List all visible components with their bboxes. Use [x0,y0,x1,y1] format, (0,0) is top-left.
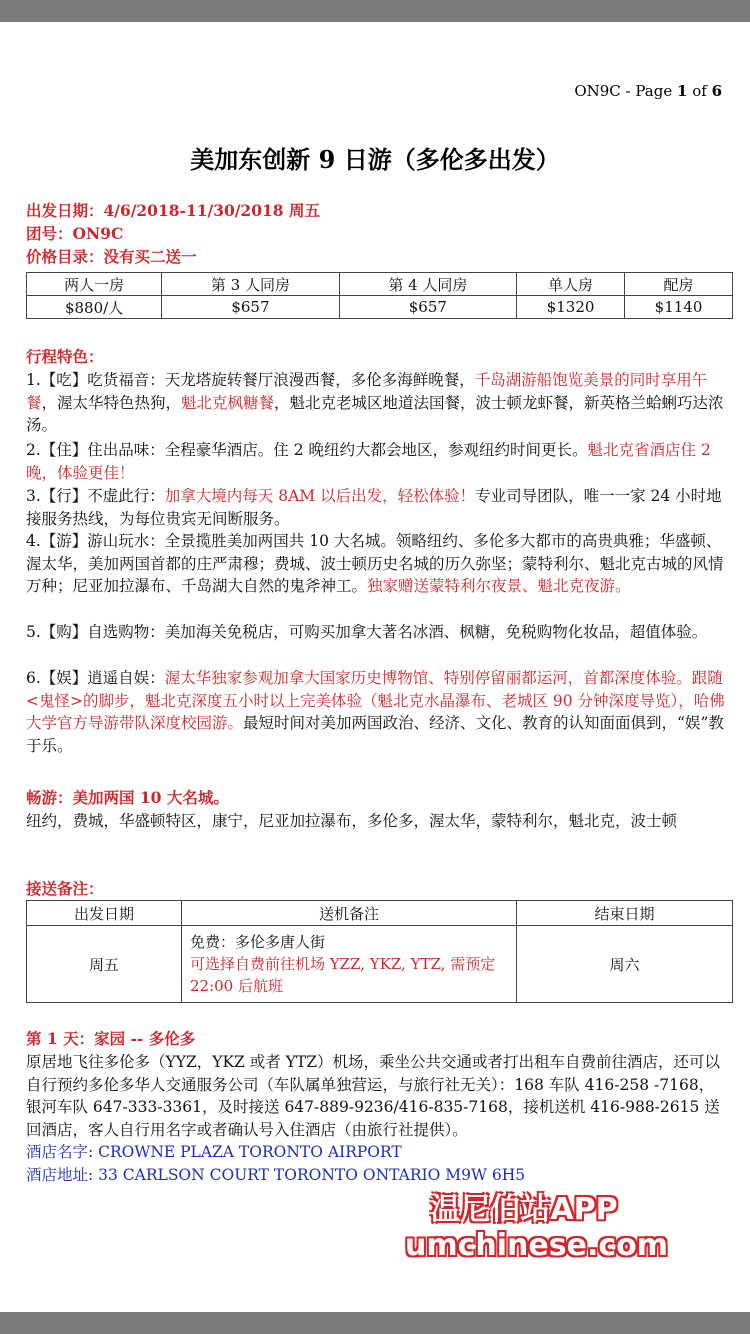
transfer-note-cell [182,926,517,1003]
price-table [26,272,733,319]
day1-description: 原居地飞往多伦多（YYZ，YKZ 或者 YTZ）机场，乘坐公共交通或者打出租车自费前往酒店，还可以自行预约多伦多华人交通服务公司（车队属单独营运，与旅行社无关）：168 车队 416-258 -7168，银河车队 647-333-3361，及时接送 647-889-9236/416-835-7168，接机送机 416-988-2615 送回酒店，客人自行用名字或者确认号入住酒店（由旅行社提供）。 [26,1053,721,1139]
feature-item-eat: 1.【吃】吃货福音：天龙塔旋转餐厅浪漫西餐，多伦多海鲜晚餐，千岛湖游船饱览美景的同时享用午餐，渥太华特色热狗，魁北克枫糖餐，魁北克老城区地道法国餐，波士顿龙虾餐，新英格兰蛤蜊巧达浓汤。 [26,371,724,434]
transfer-heading: 接送备注： [26,879,104,898]
day1-heading: 第 1 天：家园 -- 多伦多 [26,1029,196,1048]
feature-item-travel: 3.【行】不虚此行：加拿大境内每天 8AM 以后出发，轻松体验！专业司导团队，唯一一家 24 小时地接服务热线，为每位贵宾无间断服务。 [26,487,722,528]
watermark-logo: 温尼伯站APP umchinese.com [405,1192,668,1263]
table-cell: 周六 [517,926,733,1003]
cities-heading: 畅游：美加两国 10 大名城。 [26,788,229,807]
feature-item-shop: 5.【购】自选购物：美加海关免税店，可购买加拿大著名冰酒、枫糖，免税购物化妆品，超值体验。 [26,623,708,641]
top-bar [0,0,750,22]
feature-item-entertain: 6.【娱】逍遥自娱：渥太华独家参观加拿大国家历史博物馆、特别停留丽都运河，首都深度体验。跟随<鬼怪>的脚步，魁北克深度五小时以上完美体验（魁北克水晶瀑布、老城区 90 分钟深度导览），哈佛大学官方导游带队深度校园游。最短时间对美加两国政治、经济、文化、教育的认知面面俱到，“娱”教于乐。 [26,669,725,755]
price-title: 价格目录：没有买二送一 [26,247,197,266]
feature-item-stay: 2.【住】住出品味：全程豪华酒店。住 2 晚纽约大都会地区，参观纽约时间更长。魁北克省酒店住 2 晚，体验更佳！ [26,441,711,482]
table-row [27,296,733,319]
transfer-note-free: 免费：多伦多唐人街 [190,933,326,951]
feature-item-tour: 4.【游】游山玩水：全景揽胜美加两国共 10 大名城。领略纽约、多伦多大都市的高贵典雅；华盛顿、渥太华，美加两国首都的庄严肃穆；费城、波士顿历史名城的历久弥坚；蒙特利尔、魁北克古城的风情万种；尼亚加拉瀑布、千岛湖大自然的鬼斧神工。独家赠送蒙特利尔夜景、魁北克夜游。 [26,532,724,595]
table-cell: $1320 [517,296,625,319]
features-heading: 行程特色： [26,347,104,366]
hotel-address: 酒店地址: 33 CARLSON COURT TORONTO ONTARIO M9W 6H5 [26,1166,526,1184]
hotel-name: 酒店名字: CROWNE PLAZA TORONTO AIRPORT [26,1143,402,1161]
page-title: 美加东创新 9 日游（多伦多出发） [190,145,560,174]
table-cell: $657 [162,296,339,319]
departure-date: 出发日期：4/6/2018-11/30/2018 周五 [26,201,320,220]
page-indicator: ON9C - Page 1 of 6 [574,82,722,100]
bottom-bar [0,1312,750,1334]
table-row [27,901,733,926]
table-row [27,926,733,1003]
table-cell: $1140 [625,296,733,319]
group-number: 团号：ON9C [26,224,124,243]
table-cell: $880/人 [27,296,162,319]
cities-list: 纽约，费城，华盛顿特区，康宁，尼亚加拉瀑布，多伦多，渥太华，蒙特利尔，魁北克，波士顿 [26,812,678,830]
table-cell: 周五 [27,926,182,1003]
table-header-cell: 出发日期 [27,901,182,926]
table-header-cell: 第 4 人同房 [339,273,516,296]
table-cell: $657 [339,296,516,319]
table-header-cell: 单人房 [517,273,625,296]
transfer-table [26,900,733,1003]
transfer-note-optional: 可选择自费前往机场 YZZ, YKZ, YTZ, 需预定 22:00 后航班 [190,955,496,995]
table-row [27,273,733,296]
table-header-cell: 送机备注 [182,901,517,926]
table-header-cell: 配房 [625,273,733,296]
table-header-cell: 第 3 人同房 [162,273,339,296]
table-header-cell: 结束日期 [517,901,733,926]
table-header-cell: 两人一房 [27,273,162,296]
document-page [0,22,750,1312]
